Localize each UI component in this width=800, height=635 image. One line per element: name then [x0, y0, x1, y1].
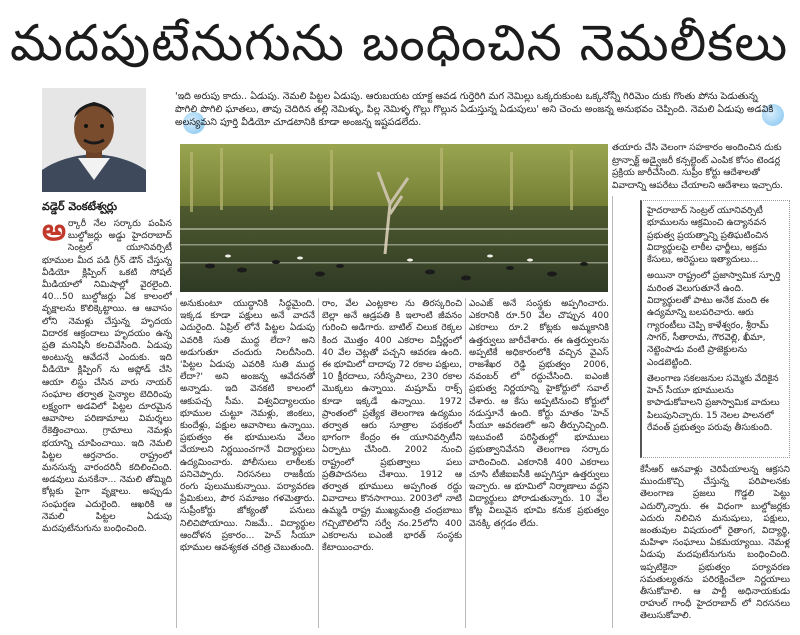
- pull-quote: 'ఇది అరుపు కాదు.. ఏడుపు. నెమలి పిట్టల ఏడుపు. ఆరుబయట యాక్ట ఆవడ గుర్తెరిగి మగ నెమిల్లు ఒక్కరుకుంట ఒక్కనోన్నీ గిరిమెం దుకు గొంతు పోను పెడుతున్న పొగిలి పొగిలి ఘాతలు, తావు చెదిరిన తల్లి నెమిళ్ళు, పిల్ల నెమిళ్ళ గొల్లు గొల్లున ఏడుస్తున్న ఏడుపులు' అని చెంచు అంజన్న అనుభవం చెప్పింది. నెమలి ఏడుపు అడవికి అలస్యమని పూర్తి వీడియో చూడటానికి కూడా అంజన్న ఇష్టపడలేదు.: [175, 91, 774, 128]
- column-1: [42, 218, 172, 628]
- column-3: రాం, వేల ఎంట్లకాల ను తిరస్కరించి బెల్లా అనే ఆడ్రపతి కి ఇలాంటి జీవనం గురించి అడిగారు. బాటిల్ చిలుక రెక్కల కింద మొత్తం 400 ఎకరాల విస్తీర్ణంలో 40 వేల చెట్లతో పచ్చని ఆవరణ ఉంది. ఈ భూమిలో దాదాపు 72 రకాల పక్షులు, 10 క్షీరదాలు, సరీసృపాలు, 230 రకాల మొక్కలు ఉన్నాయి. మష్రూమ్ రాక్స్ కూడా ఇక్కడే ఉన్నాయి. 1972 ప్రాంతంలో ప్రత్యేక తెలంగాణ ఉద్యమం తర్వాత ఆరు సూత్రాల పథకంలో భాగంగా కేంద్రం ఈ యూనివర్సిటీని ఏర్పాటు చేసింది. 2002 నుంచి రాష్ట్రంలో ప్రభుత్వాలు పలు ప్రతిపాదనలు చేశాయి. 1912 ఆ తర్వాత భూములు అప్పగింత రద్దు వివాదాలు కొనసాగాయి. 2003లో నాటి ఉమ్మడి రాష్ట్ర ముఖ్యమంత్రి చంద్రబాబు గచ్చిబౌలిలోని సర్వే నం.25లోని 400 ఎకరాలను ఐఎంజీ భారత్ సంస్థకు కేటాయించారు.: [322, 299, 462, 554]
- sidebar-para-1: హైదరాబాద్ సెంట్రల్ యూనివర్సిటీ భూములను ఆక్రమించి ఉద్యానవన ప్రభుత్వ ప్రయత్నాన్ని ప్రతిఘటించిన విద్యార్థులపై లాఠీల ఛార్జీలు, అక్రమ కేసులు, అరెస్టులు ఇత్యాదులు...: [647, 206, 769, 266]
- headline: మదపుటేనుగును బంధించిన నెమలీకలు: [10, 14, 789, 72]
- drop-cap: అ: [42, 218, 66, 248]
- column-rule: [318, 298, 319, 628]
- column-4: ఎంఎజ్ అనే సంస్థకు అప్పగించారు. ఎకరానికి రూ.50 వేల చొప్పున 400 ఎకరాలు రూ.2 కోట్లకు అమ్మకానికి ఉత్తర్వులు జారీచేశారు. ఈ ఉత్తర్వులను అప్పటికే అధికారంలోకి వచ్చిన వైఎస్ రాజశేఖర రెడ్డి ప్రభుత్వం 2006, నవంబర్ లో రద్దుచేసింది. ఐఎంజీ ప్రభుత్వ నిర్ణయాన్ని హైకోర్టులో సవాల్ చేశారు. ఆ కేసు అప్పటినుంచి కోర్టులో నడుస్తూనే ఉంది. కోర్టు మాతం 'హెచ్ సీయూ ఆవరణలో' అని తీర్పునిచ్చింది. ఇటువంటి పరిస్థితుల్లో భూములు ప్రభుత్వానివేనని తెలంగాణ సర్కారు వాదించింది. ఎకరానికి 400 ఎకరాలు చూసి టీజీఐఐసీకి అప్పగిస్తూ ఉత్తర్వులు ఇచ్చారు. ఆ భూమిలో నిర్మాణాలు వద్దని విద్యార్థులు పోరాడుతున్నారు. 10 వేల కోట్ల విలువైన భూమి కనుక ప్రభుత్వం వెనక్కి తగ్గడం లేదు.: [469, 299, 609, 529]
- author-photo: [42, 88, 146, 192]
- column-rule: [176, 298, 177, 628]
- sidebar-para-3: తెలంగాణ సకలజనుల సమ్మెకు వేదికైన హెచ్ సీయూ భూములను కాపాడుకోవాలని ప్రజాస్వామిక వాదులు పిలుపునిచ్చారు. 15 నెలల పాలనలో రేవంత్ ప్రభుత్వం పరువు తీసుకుంది.: [647, 373, 780, 434]
- byline: వడ్డెర్ వెంకటేశ్వర్లు: [42, 200, 118, 213]
- column-5: కేసీఆర్ ఆనవాళ్లు చెరిపేయాలన్న ఆక్రసని ముందుకొచ్చి చేస్తున్న పరిపాలనకు తెలంగాణ ప్రజలు గొడ్డలి పెట్టు ఎదుర్కొన్నారు. ఈ విధంగా బుల్డోజర్లకు ఎదురు నిలిచిన మనుషులు, పక్షులు, జంతువుల విషయంలో రైతాంగ, విద్యార్థి, మహిళా సంఘాలు ఏకమయ్యాయి. నెమళ్ల ఏడుపు మదపుటేనుగును బంధించింది. ఇప్పటికైనా ప్రభుత్వం పర్యావరణ సమతుల్యతను పరిరక్షించేలా నిర్ణయాలు తీసుకోవాలి. ఆ పార్టీ అధినాయకుడు రాహుల్ గాంధీ హైదరాబాద్ లో నిరసనలు తెలుసుకోవాలి.: [640, 465, 790, 622]
- column-rule: [612, 196, 613, 628]
- column-1-text: ర్కారీ నేల సర్కారు పంపిన బుల్డోజర్లు అడ్డు హైదరాబాద్ సెంట్రల్ యూనివర్సిటీ భూముల మీద పడి గ్రీన్ డౌన్ చేస్తున్న వీడియో క్లిప్పింగ్ ఒకటి సోషల్ మీడియాలో నిమిషాల్లో వైరలైంది. 40...50 బుల్డోజర్లు ఏక కాలంలో వృక్షాలను కొలిక్కెట్టాయి. ఆ ఆవాసం లోని నెమళ్లు చేస్తున్న హృదయ విదారక ఆక్రందాలు హృదయం ఉన్న ప్రతి మనిషినీ కలచివేసింది. ఏడుపు అంటున్న ఆవేదనే ఎందుకు. ఇది వీడియో క్లిప్పింగ్ ను అప్లోడ్ చేసి ఆయా లిస్టు చేసిన వారు నాయర్ సంఘాల తర్వాత సైన్యాల బెదిరింపు లక్ష్యంగా అడవిలో పిట్టల దూరమైన ఆవాసాల పరిణామాలు విమర్శలు రేకెత్తించాయి. గ్రామాలు నెమళ్లు భయాన్ని చూపించాయి. ఇది నెమలి పిట్టల ఆర్తనాదం. రాష్ట్రంలో మనసున్న వారందరినీ కదిలించింది. అడవులు మనకేనా... నెమలి తోమ్మిది కోట్లకు పైగా వృక్షాలు. అప్పుడు సంఘర్షణ ఎదురైంది. ఆఖరికి ఆ నెమలి పిట్టల ఏడుపు మదపుటేనుగును బంధించింది.: [42, 219, 172, 535]
- column-rule: [465, 298, 466, 628]
- right-top-text: తయారు చేసి వెలంగా సహకారం అందించిన దుకు ట్రాన్సాక్ట్ అడ్వైజరీ కన్సల్టెంట్ ఎంపిక కోసం టెండర్ల ప్రక్రియ జారీచేసింది. సుప్రీం కోర్టు ఆదేశాలతో వివాదాన్ని ఆపరేటు చేయాలని ఆదేశాలు ఇచ్చారు.: [612, 143, 783, 191]
- sidebar-para-2: అయినా రాష్ట్రంలో ప్రజాస్వామిక స్ఫూర్తి మరింత వెలుగుతూనే ఉంది. విద్యార్థులతో పాటు అనేక మంది ఈ ఉద్యమాన్ని బలపరిచారు. ఆరు గ్యారంటీలు చెప్పి కాళేశ్వరం, శ్రీరామ్ సాగర్, సీతారామ, గౌరవెల్లి, ఖీమా, నెట్టెంపాడు వంటి ప్రాజెక్టులను ఎండబెట్టింది.: [647, 271, 781, 368]
- lake-photo: [180, 144, 608, 292]
- sidebar-box: [640, 200, 790, 458]
- column-2: అనుకుంటూ యుద్ధానికి సిద్ధమైంది. ఇక్కడ కూడా పక్షులు అనే వాదనే ఎదురైంది. ఏప్రిల్ లోనే పిట్టల ఏడుపు ఎవరికి సుతి ముద్ద లేదా? అని అడుగుతూ చందురు నిలదీసింది. 'పిట్టల ఏడుపు ఎవరికి సుతి ముద్ద లేదా?' అని అంజన్న ఆవేదనతో అన్నాడు. ఇది వెనకటి కాలంలో ఆకుపచ్చ సీమ. విశ్వవిద్యాలయం భూముల చుట్టూ నెమళ్లు, జింకలు, కుందేళ్లు, పక్షుల ఆవాసాలు ఉన్నాయి. ప్రభుత్వం ఈ భూములను వేలం వేయాలని నిర్ణయించగానే విద్యార్థులు ఉద్యమించారు. పోలీసులు లాఠీలకు పనిచెప్పారు. నిరసనలు రాజకీయ రంగు పులుముకున్నాయి. పర్యావరణ ప్రేమికులు, పౌర సమాజం గళమెత్తారు. సుప్రీంకోర్టు జోక్యంతో పనులు నిలిచిపోయాయి. నిజమే.. విద్యార్థుల ఆందోళన ప్రకారం... హెచ్ సీయూ భూముల ఆవశ్యకత చరిత్ర చెబుతుంది.: [180, 299, 315, 554]
